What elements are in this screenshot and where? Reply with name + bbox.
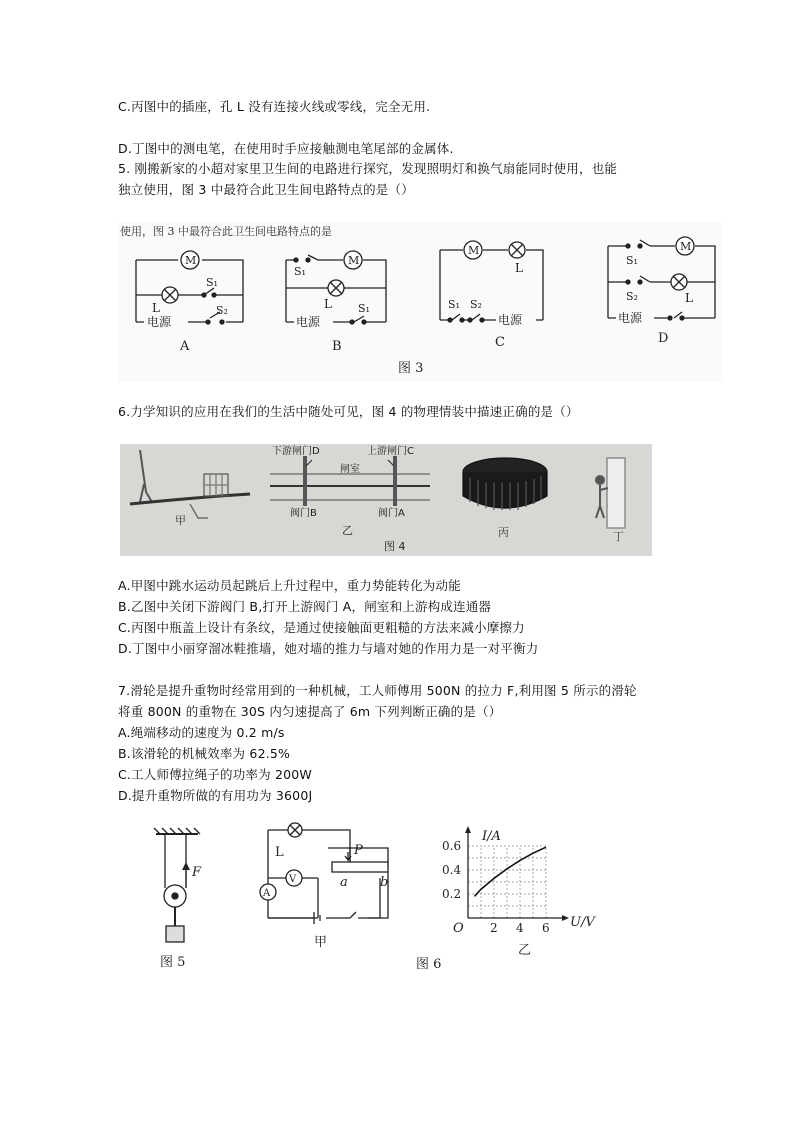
switch-label-a2: S₂ <box>216 304 228 317</box>
graph-xlabel: U/V <box>570 915 595 930</box>
power-label-d: 电源 <box>618 311 643 325</box>
q6-option-a: A.甲图中跳水运动员起跳后上升过程中，重力势能转化为动能 <box>118 578 461 593</box>
power-label-c: 电源 <box>498 313 523 327</box>
ship-lock-image <box>270 444 430 537</box>
lamp-label-c: L <box>515 261 523 275</box>
circuit-label-c: C <box>495 335 505 350</box>
figure-4-caption: 图 4 <box>384 540 406 553</box>
q5-stem-line1: 5. 刚搬新家的小超对家里卫生间的电路进行探究，发现照明灯和换气扇能同时使用，也能 <box>118 161 618 176</box>
motor-symbol-d: M <box>680 240 692 253</box>
switch-label-a1: S₁ <box>206 276 218 289</box>
y-tick-label: 0.2 <box>442 887 462 901</box>
motor-symbol-b: M <box>348 254 360 267</box>
force-label-f: F <box>192 865 202 880</box>
switch-label-b2: S₁ <box>358 302 370 315</box>
q5-stem-line2: 独立使用，图 3 中最符合此卫生间电路特点的是（） <box>118 182 414 197</box>
pulley-figure <box>154 828 202 970</box>
figure-6-caption: 图 6 <box>416 957 442 972</box>
downstream-gate-label: 下游闸门D <box>272 446 320 457</box>
q7-option-a: A.绳端移动的速度为 0.2 m/s <box>118 725 285 740</box>
diving-board-image <box>130 450 250 527</box>
switch-label-c2: S₂ <box>470 298 482 311</box>
graph-ylabel: I/A <box>482 829 501 844</box>
motor-symbol-a: M <box>185 254 197 267</box>
wall-push-image <box>595 458 625 543</box>
switch-label-c1: S₁ <box>448 298 460 311</box>
motor-symbol-c: M <box>468 244 480 257</box>
bottle-cap-image <box>463 458 547 539</box>
figure-4-label-bing: 丙 <box>498 526 509 539</box>
q7-option-c: C.工人师傅拉绳子的功率为 200W <box>118 767 312 782</box>
iu-curve <box>475 847 547 896</box>
figure-4-label-jia: 甲 <box>175 514 186 527</box>
lamp-label-b: L <box>324 297 332 311</box>
voltmeter-symbol: V <box>289 874 297 885</box>
x-tick-label: 6 <box>542 921 550 935</box>
circuit-label-a: A <box>180 339 190 354</box>
graph-label-yi: 乙 <box>518 943 532 958</box>
power-label-b: 电源 <box>296 315 321 329</box>
circuit-d <box>608 237 715 346</box>
circuit-a <box>136 251 243 354</box>
lamp-label-d: L <box>685 291 693 305</box>
q4-option-c: C.丙图中的插座，孔 L 没有连接火线或零线，完全无用. <box>118 99 431 114</box>
x-axis-arrow <box>562 915 569 921</box>
figure-4-label-yi: 乙 <box>342 524 353 537</box>
power-label-a: 电源 <box>147 315 172 329</box>
circuit-label-jia: 甲 <box>314 935 328 950</box>
q6-option-c: C.丙图中瓶盖上设计有条纹，是通过使接触面更粗糙的方法来减小摩擦力 <box>118 620 525 635</box>
q7-option-b: B.该滑轮的机械效率为 62.5% <box>118 746 291 761</box>
x-tick-label: 4 <box>516 921 524 935</box>
resistor-end-a: a <box>340 875 348 890</box>
q7-stem-line2: 将重 800N 的重物在 30S 内匀速提高了 6m 下列判断正确的是（） <box>118 704 502 719</box>
figures-5-6 <box>118 818 618 988</box>
q6-option-d: D.丁图中小丽穿溜冰鞋推墙，她对墙的推力与墙对她的作用力是一对平衡力 <box>118 641 539 656</box>
q7-stem-line1: 7.滑轮是提升重物时经常用到的一种机械，工人师傅用 500N 的拉力 F,利用图 5 所示的滑轮 <box>118 683 637 698</box>
switch-label-d1: S₁ <box>626 254 638 267</box>
figure-3-caption: 图 3 <box>398 361 424 376</box>
iu-graph <box>442 826 596 958</box>
figure-3-top-caption: 使用，图 3 中最符合此卫生间电路特点的是 <box>120 225 332 238</box>
circuit-label-d: D <box>658 331 669 346</box>
ammeter-symbol: A <box>263 888 271 899</box>
q6-option-b: B.乙图中关闭下游阀门 B,打开上游阀门 A，闸室和上游构成连通器 <box>118 599 492 614</box>
circuit-lamp-label: L <box>275 845 284 860</box>
upstream-gate-label: 上游闸门C <box>367 446 414 457</box>
q7-option-d: D.提升重物所做的有用功为 3600J <box>118 788 313 803</box>
q6-stem: 6.力学知识的应用在我们的生活中随处可见，图 4 的物理情装中描速正确的是（） <box>118 404 579 419</box>
valve-a-label: 阀门A <box>378 508 405 519</box>
y-tick-label: 0.6 <box>442 839 462 853</box>
x-tick-label: 2 <box>490 921 498 935</box>
circuit-b <box>286 251 386 354</box>
y-tick-label: 0.4 <box>442 863 462 877</box>
chamber-label: 闸室 <box>340 464 360 475</box>
circuit-figure <box>260 823 388 950</box>
lamp-label-a: L <box>152 301 160 315</box>
switch-label-d2: S₂ <box>626 290 638 303</box>
y-axis-arrow <box>465 826 471 833</box>
slider-label-p: P <box>354 843 363 858</box>
figure-5-caption: 图 5 <box>160 955 186 970</box>
valve-b-label: 阀门B <box>290 508 317 519</box>
switch-label-b1: S₁ <box>294 265 306 278</box>
resistor-end-b: b <box>380 875 389 890</box>
figure-3 <box>118 222 723 382</box>
circuit-label-b: B <box>332 339 342 354</box>
figure-4-label-ding: 丁 <box>613 530 624 543</box>
figure-4 <box>120 444 652 556</box>
circuit-c <box>440 241 543 350</box>
q4-option-d: D.丁图中的测电笔，在使用时手应接触测电笔尾部的金属体. <box>118 141 454 156</box>
graph-origin: O <box>453 921 464 936</box>
